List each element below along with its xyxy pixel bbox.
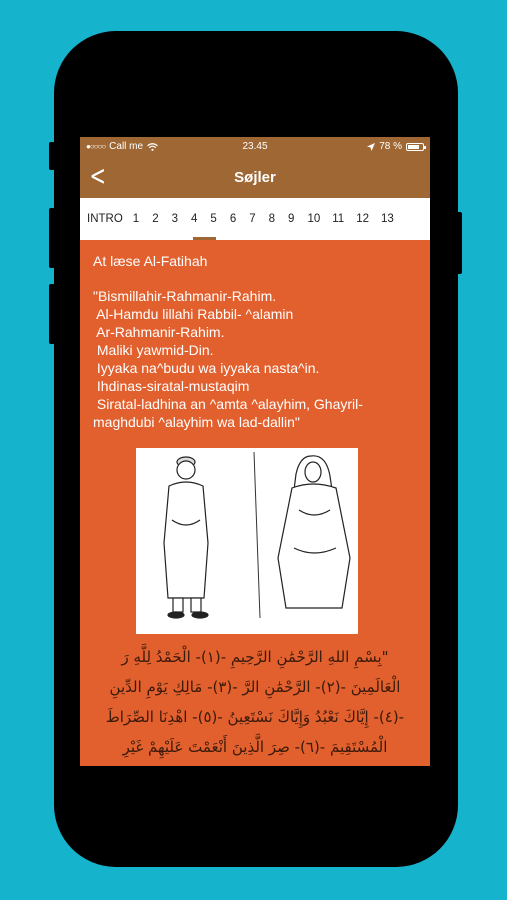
- tab-intro[interactable]: INTRO: [87, 213, 123, 225]
- power-button: [456, 212, 462, 274]
- transliteration-line: "Bismillahir-Rahmanir-Rahim.: [93, 288, 277, 304]
- tab-13[interactable]: 13: [380, 213, 394, 225]
- transliteration-line: Siratal-ladhina an ^amta ^alayhim, Ghayril-: [93, 396, 363, 412]
- tab-1[interactable]: 1: [132, 213, 140, 225]
- transliteration-line: Ar-Rahmanir-Rahim.: [93, 324, 225, 340]
- selected-tab-indicator: [193, 237, 216, 240]
- arabic-line: -(٤)- إِيَّاكَ نَعْبُدُ وَإِيَّاكَ نَسْتَعِينُ -(٥)- اهْدِنَا الصِّرَاطَ: [105, 708, 405, 726]
- chevron-left-icon: <: [89, 159, 106, 192]
- app-screen: [80, 137, 430, 766]
- tab-4[interactable]: 4: [191, 213, 198, 225]
- volume-down-button: [49, 284, 55, 344]
- tab-8[interactable]: 8: [268, 213, 276, 225]
- battery-icon: [406, 143, 424, 151]
- content-area: [80, 240, 430, 762]
- prayer-illustration: [136, 448, 358, 634]
- tab-11[interactable]: 11: [332, 213, 345, 225]
- tab-3[interactable]: 3: [171, 213, 178, 225]
- mute-switch: [49, 142, 55, 170]
- page-title: Søjler: [234, 169, 276, 186]
- tab-5[interactable]: 5: [210, 213, 217, 225]
- battery-percent: 78 %: [379, 141, 402, 152]
- navigation-bar: [80, 157, 430, 198]
- arabic-line: "بِسْمِ اللهِ الرَّحْمَٰنِ الرَّحِيمِ -(١)- الْحَمْدُ لِلَّهِ رَ: [121, 648, 389, 666]
- tab-9[interactable]: 9: [288, 213, 295, 225]
- transliteration-text: [93, 287, 417, 431]
- tab-12[interactable]: 12: [356, 213, 369, 225]
- transliteration-line: maghdubi ^alayhim wa lad-dallin": [93, 414, 300, 430]
- tab-10[interactable]: 10: [307, 213, 321, 225]
- volume-up-button: [49, 208, 55, 268]
- tab-7[interactable]: 7: [249, 213, 256, 225]
- carrier-label: Call me: [109, 141, 144, 152]
- status-time: 23.45: [242, 141, 268, 152]
- transliteration-line: Iyyaka na^budu wa iyyaka nasta^in.: [93, 360, 320, 376]
- tab-2[interactable]: 2: [152, 213, 159, 225]
- transliteration-line: Maliki yawmid-Din.: [93, 342, 214, 358]
- tab-bar: [80, 198, 430, 240]
- status-bar: [80, 137, 430, 157]
- tab-6[interactable]: 6: [229, 213, 237, 225]
- arabic-line: الْعَالَمِينَ -(٢)- الرَّحْمَٰنِ الرَّ -(٣)- مَالِكِ يَوْمِ الدِّينِ: [109, 678, 401, 696]
- transliteration-line: Al-Hamdu lillahi Rabbil- ^alamin: [93, 306, 294, 322]
- transliteration-line: Ihdinas-siratal-mustaqim: [93, 378, 250, 394]
- signal-icon: ●○○○○: [86, 142, 106, 151]
- arabic-text: [93, 642, 417, 762]
- location-icon: [367, 143, 375, 151]
- arabic-line: الْمُسْتَقِيمَ -(٦)- صِرَ الَّذِينَ أَنْعَمْتَ عَلَيْهِمْ غَيْرِ: [122, 738, 388, 756]
- content-title: At læse Al-Fatihah: [93, 253, 208, 269]
